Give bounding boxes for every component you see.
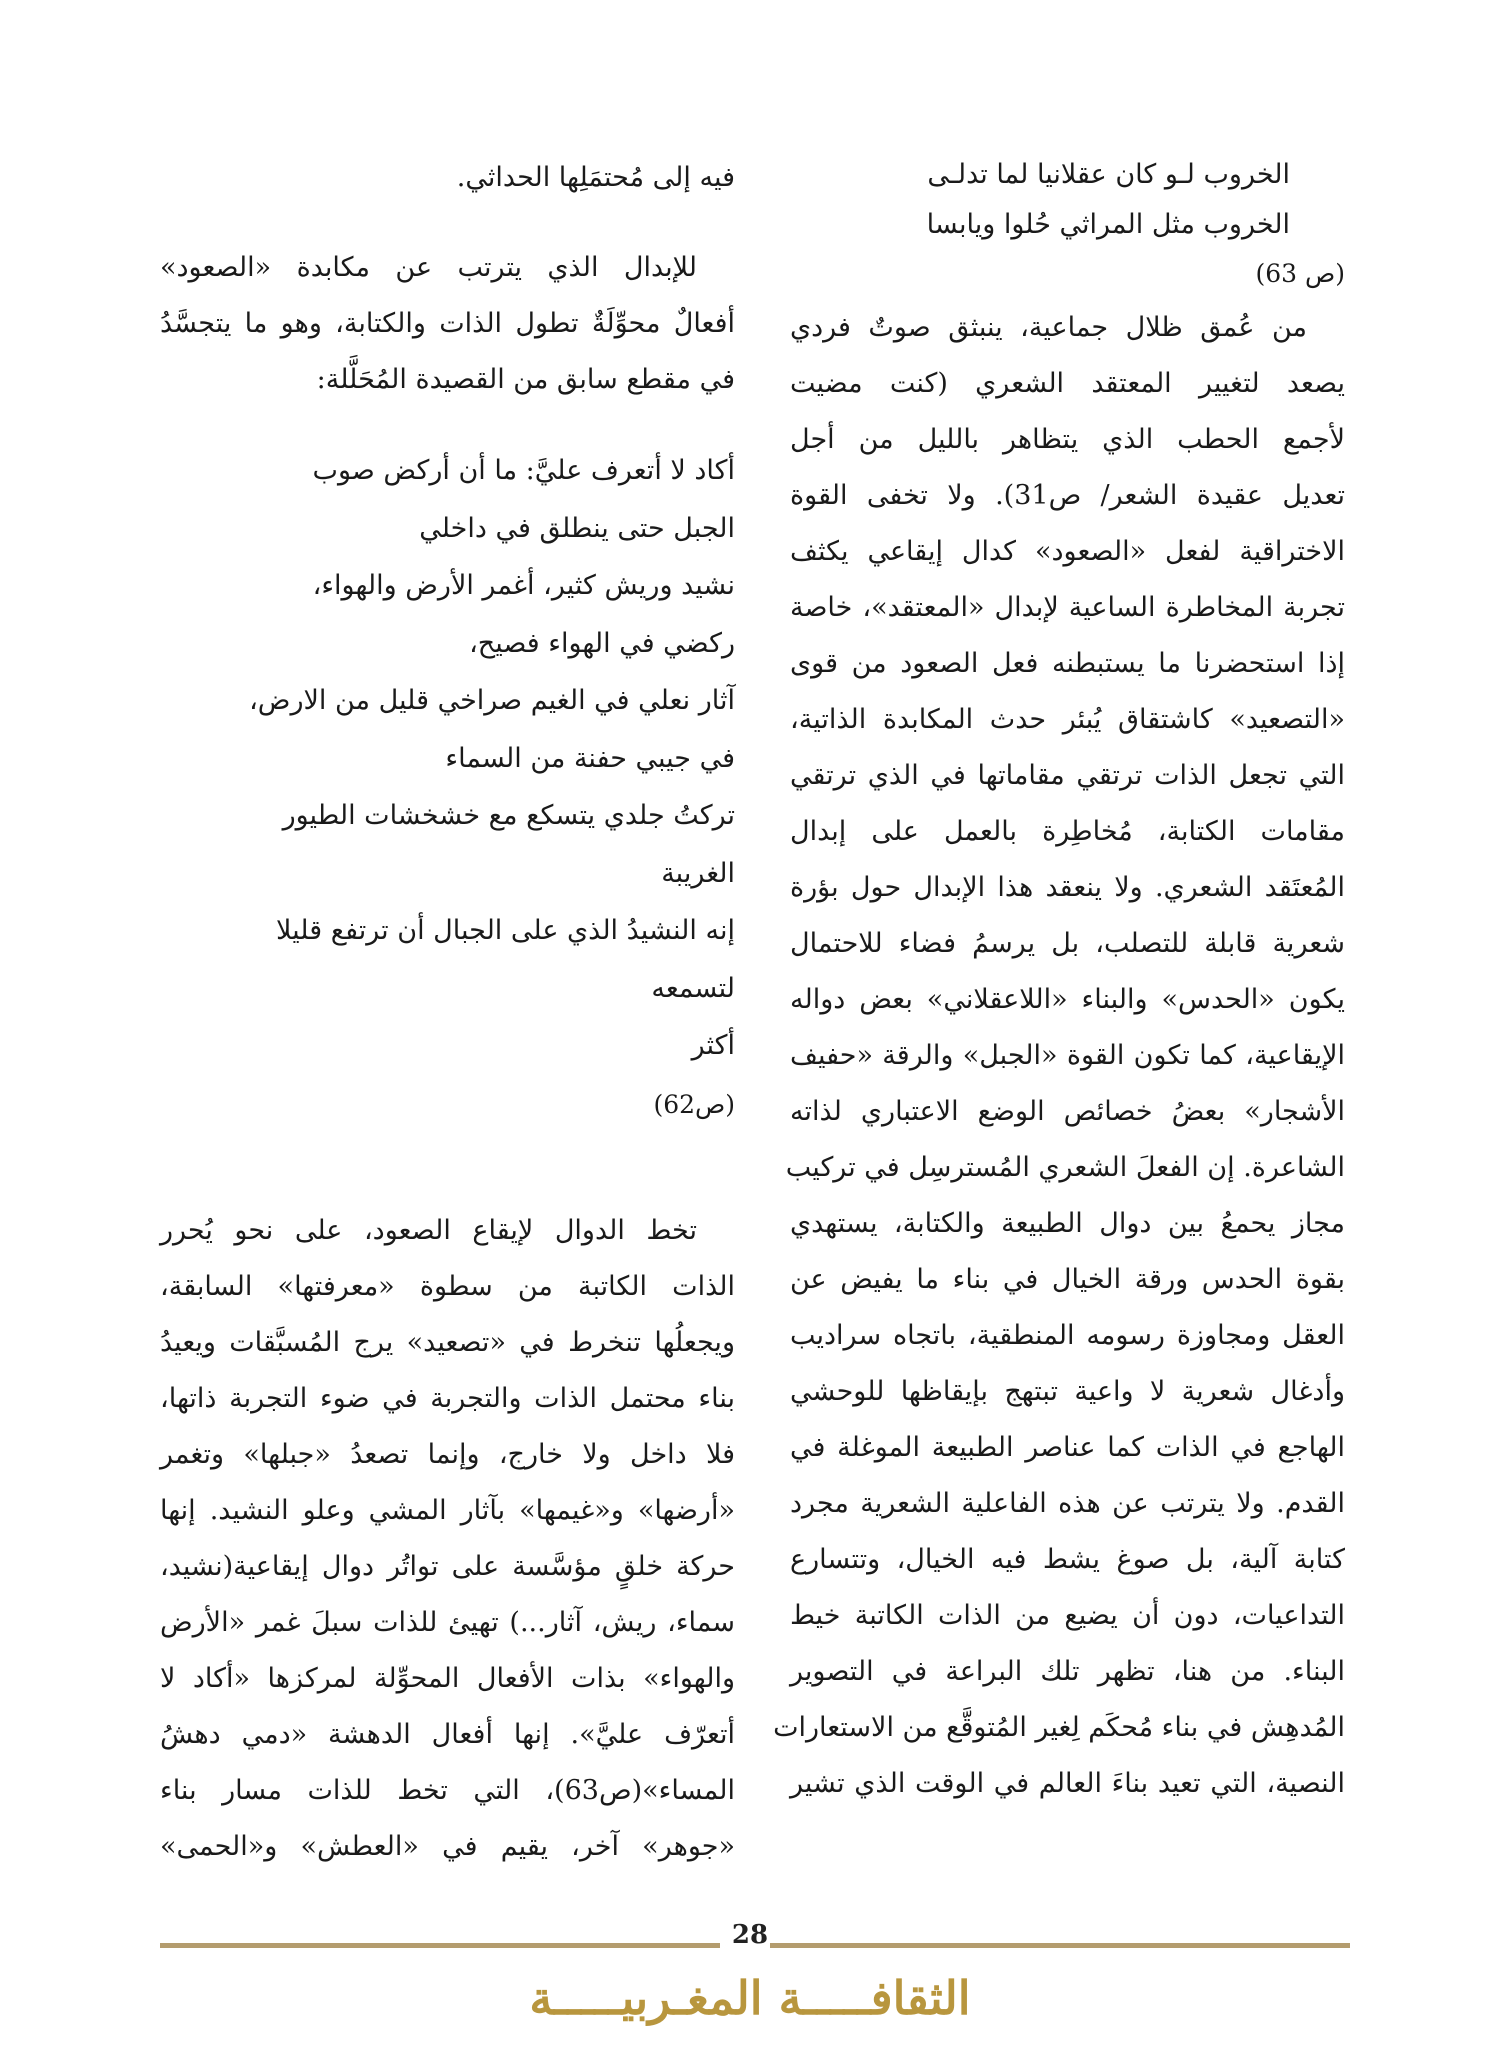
verse-line: الغريبة [661, 857, 735, 889]
verse-line: أكثر [691, 1030, 735, 1061]
left-verses-reference: (ص62) [653, 1089, 735, 1119]
verse-line: نشيد وريش كثير، أغمر الأرض والهواء، [312, 570, 735, 601]
footer-rule-right [770, 1943, 1350, 1948]
text-line: التداعيات، دون أن يضيع من الذات الكاتبة خيط [790, 1600, 1345, 1631]
text-line: يصعد لتغيير المعتقد الشعري (كنت مضيت [790, 368, 1345, 399]
text-line: الشاعرة. إن الفعلَ الشعري المُسترسِل في تركيب [785, 1152, 1345, 1183]
verse-line: أكاد لا أتعرف عليَّ: ما أن أركض صوب [312, 455, 735, 486]
verse-line: ركضي في الهواء فصيح، [469, 627, 735, 659]
verse-line: لتسمعه [651, 972, 735, 1004]
page-number: 28 [731, 1920, 769, 1950]
text-line: يكون «الحدس» والبناء «اللاعقلاني» بعض دواله [790, 984, 1345, 1015]
right-verses-reference: (ص 63) [1255, 259, 1345, 288]
text-line: الإيقاعية، كما تكون القوة «الجبل» والرقة «حفيف [790, 1040, 1345, 1071]
text-line: بقوة الحدس ورقة الخيال في بناء ما يفيض عن [790, 1264, 1345, 1295]
text-line: تجربة المخاطرة الساعية لإبدال «المعتقد»، خاصة [790, 592, 1345, 623]
text-line: المُدهِش في بناء مُحكَم لِغير المُتوقَّع من الاستعارات [773, 1712, 1345, 1743]
verse-line: تركتُ جلدي يتسكع مع خشخشات الطيور [282, 800, 735, 831]
text-line: مجاز يحمعُ بين دوال الطبيعة والكتابة، يستهدي [790, 1208, 1345, 1239]
verse-line: الخروب لـو كان عقلانيا لما تدلـى [927, 159, 1290, 190]
left-verses [160, 442, 735, 1075]
text-line: العقل ومجاوزة رسومه المنطقية، باتجاه سراديب [790, 1320, 1345, 1351]
magazine-title: الثقافـــــة المغـربيـــــة [529, 1971, 971, 2025]
text-line: «أرضها» و«غيمها» بآثار المشي وعلو النشيد. إنها [160, 1494, 735, 1526]
right-column [773, 150, 1346, 1812]
footer-rule-left [160, 1943, 720, 1948]
text-line: تعديل عقيدة الشعر/ ص31). ولا تخفى القوة [790, 480, 1346, 511]
text-line: البناء. من هنا، تظهر تلك البراعة في التصوير [790, 1656, 1345, 1687]
text-line: الهاجع في الذات كما عناصر الطبيعة الموغلة في [790, 1432, 1345, 1463]
text-line: سماء، ريش، آثار...) تهيئ للذات سبلَ غمر «الأرض [160, 1606, 735, 1638]
text-line: وأدغال شعرية لا واعية تبتهج بإيقاظها للوحشي [790, 1376, 1345, 1407]
text-line: شعرية قابلة للتصلب، بل يرسمُ فضاء للاحتمال [790, 928, 1345, 959]
verse-line: الخروب مثل المراثي حُلوا ويابسا [926, 209, 1290, 240]
left-column [160, 150, 735, 1875]
text-line: والهواء» بذات الأفعال المحوِّلة لمركزها «أكاد لا [160, 1662, 735, 1694]
text-line: الأشجار» بعضُ خصائص الوضع الاعتباري لذاته [790, 1096, 1345, 1127]
text-line: من عُمق ظلال جماعية، ينبثق صوتٌ فردي [790, 312, 1307, 343]
text-line: تخط الدوال لإيقاع الصعود، على نحو يُحرر [160, 1214, 697, 1246]
verse-line: في جيبي حفنة من السماء [445, 742, 735, 774]
text-line: فيه إلى مُحتمَلِها الحداثي. [456, 162, 735, 193]
text-line: للإبدال الذي يترتب عن مكابدة «الصعود» [160, 252, 697, 283]
right-paragraph [773, 300, 1346, 1812]
verse-line: آثار نعلي في الغيم صراخي قليل من الارض، [249, 685, 735, 716]
text-line: «جوهر» آخر، يقيم في «العطش» و«الحمى» [160, 1830, 735, 1862]
right-verses [790, 150, 1345, 250]
text-line: لأجمع الحطب الذي يتظاهر بالليل من أجل [790, 424, 1345, 455]
text-line: الذات الكاتبة من سطوة «معرفتها» السابقة، [160, 1270, 735, 1302]
text-line: النصية، التي تعيد بناءَ العالم في الوقت الذي تشير [790, 1768, 1345, 1799]
text-line: بناء محتمل الذات والتجربة في ضوء التجربة ذاتها، [160, 1382, 735, 1414]
text-line: ويجعلُها تنخرط في «تصعيد» يرج المُسبَّقات ويعيدُ [160, 1326, 735, 1358]
text-line: الاختراقية لفعل «الصعود» كدال إيقاعي يكثف [790, 536, 1345, 567]
text-line: إذا استحضرنا ما يستبطنه فعل الصعود من قوى [790, 648, 1345, 679]
text-line: المساء»(ص63)، التي تخط للذات مسار بناء [160, 1774, 735, 1806]
left-paragraph-3 [160, 1203, 735, 1875]
left-intro [160, 150, 735, 206]
text-line: أتعرّف عليَّ». إنها أفعال الدهشة «دمي دهشُ [160, 1718, 735, 1750]
left-paragraph-2 [160, 240, 735, 408]
text-line: القدم. ولا يترتب عن هذه الفاعلية الشعرية مجرد [790, 1488, 1345, 1519]
text-line: أفعالٌ محوِّلَةٌ تطول الذات والكتابة، وهو ما يتجسَّدُ [160, 308, 735, 339]
text-line: فلا داخل ولا خارج، وإنما تصعدُ «جبلها» وتغمر [160, 1438, 735, 1470]
text-line: «التصعيد» كاشتقاق يُبئر حدث المكابدة الذاتية، [790, 704, 1345, 735]
text-line: التي تجعل الذات ترتقي مقاماتها في الذي ترتقي [790, 760, 1345, 791]
verse-line: الجبل حتى ينطلق في داخلي [419, 512, 735, 544]
text-line: حركة خلقٍ مؤسَّسة على تواتُر دوال إيقاعية(نشيد، [160, 1550, 735, 1582]
text-line: في مقطع سابق من القصيدة المُحَلَّلة: [316, 364, 735, 395]
text-line: المُعتَقد الشعري. ولا ينعقد هذا الإبدال حول بؤرة [790, 872, 1345, 903]
text-line: كتابة آلية، بل صوغ يشط فيه الخيال، وتتسارع [790, 1544, 1345, 1575]
verse-line: إنه النشيدُ الذي على الجبال أن ترتفع قليلا [276, 915, 735, 946]
text-line: مقامات الكتابة، مُخاطِرة بالعمل على إبدال [790, 816, 1345, 847]
